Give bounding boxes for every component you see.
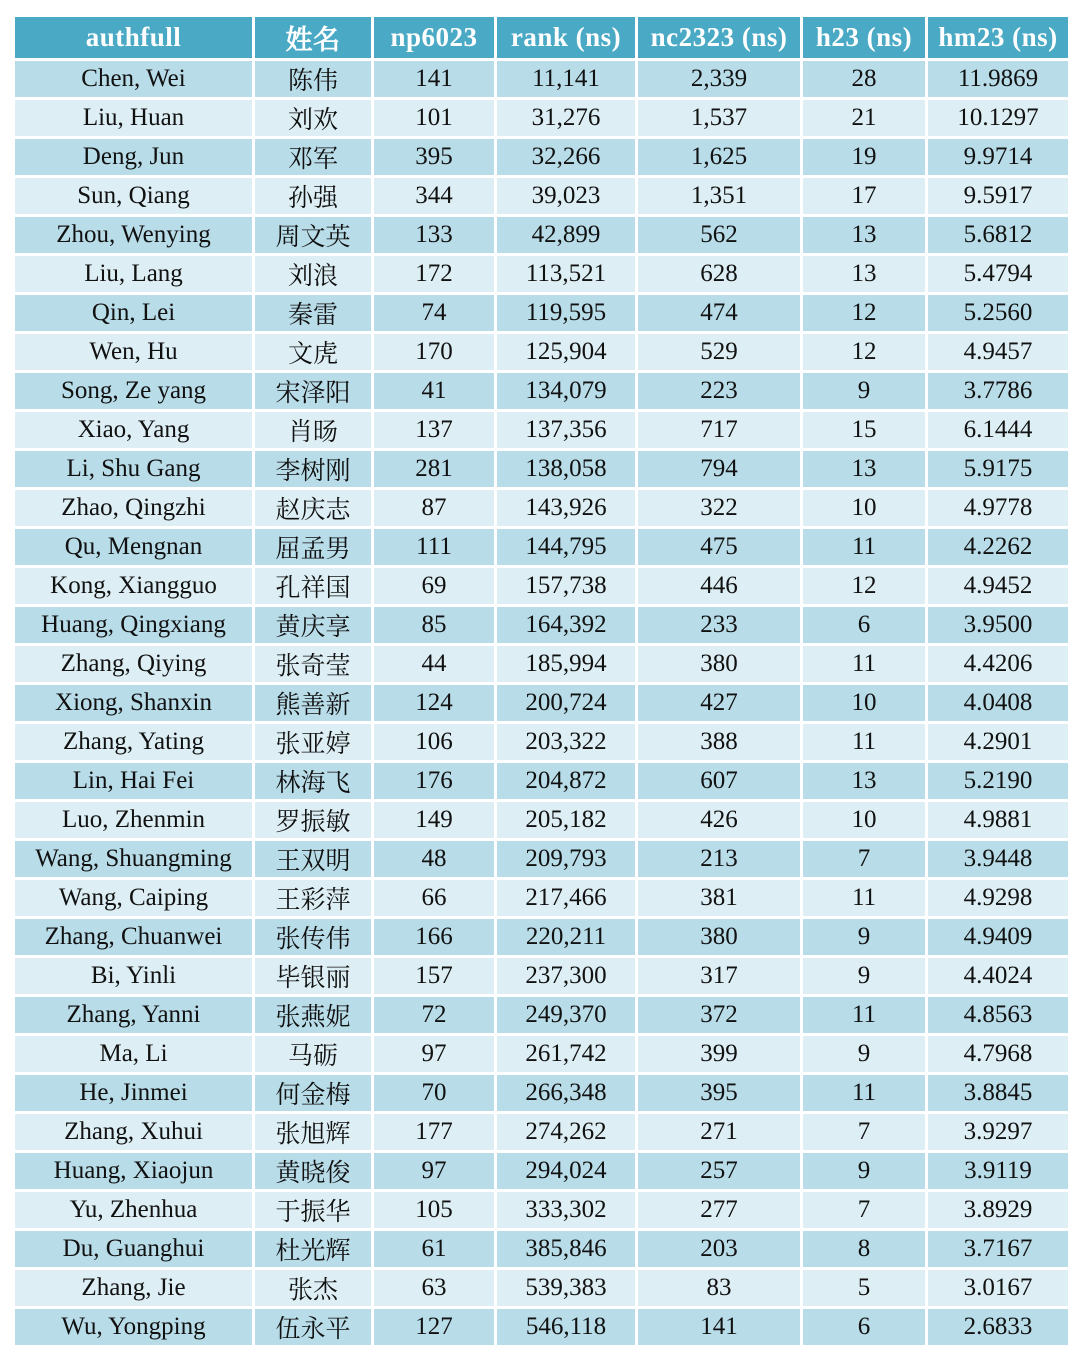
cell: Qin, Lei [14,294,254,333]
cell: 274,262 [496,1113,637,1152]
table-row [14,333,1070,372]
cell: 3.8929 [927,1191,1070,1230]
cell: 794 [637,450,802,489]
cell: 4.0408 [927,684,1070,723]
cell: 141 [637,1308,802,1347]
cell: 王双明 [254,840,373,879]
cell: 19 [802,138,927,177]
cell: 9 [802,1152,927,1191]
column-header: nc2323 (ns) [637,16,802,60]
cell: 137 [373,411,496,450]
cell: 13 [802,216,927,255]
cell: 1,351 [637,177,802,216]
cell: 12 [802,333,927,372]
cell: Zhang, Jie [14,1269,254,1308]
cell: Zhang, Yanni [14,996,254,1035]
cell: 6 [802,1308,927,1347]
cell: 105 [373,1191,496,1230]
cell: 399 [637,1035,802,1074]
cell: 385,846 [496,1230,637,1269]
table-header [14,16,1070,60]
column-header: rank (ns) [496,16,637,60]
cell: 10 [802,489,927,528]
cell: 3.0167 [927,1269,1070,1308]
cell: 邓军 [254,138,373,177]
table-row [14,957,1070,996]
table-row [14,177,1070,216]
cell: Zhang, Yating [14,723,254,762]
cell: 7 [802,840,927,879]
cell: 11 [802,528,927,567]
table-row [14,996,1070,1035]
column-header: 姓名 [254,16,373,60]
cell: 257 [637,1152,802,1191]
table-row [14,879,1070,918]
cell: 10.1297 [927,99,1070,138]
cell: 12 [802,567,927,606]
cell: 5.6812 [927,216,1070,255]
table-row [14,138,1070,177]
cell: 322 [637,489,802,528]
cell: 111 [373,528,496,567]
cell: 5.4794 [927,255,1070,294]
table-row [14,645,1070,684]
cell: 11 [802,645,927,684]
cell: 5.9175 [927,450,1070,489]
cell: 于振华 [254,1191,373,1230]
cell: 380 [637,645,802,684]
cell: Li, Shu Gang [14,450,254,489]
cell: 628 [637,255,802,294]
cell: Song, Ze yang [14,372,254,411]
cell: 48 [373,840,496,879]
cell: 4.9457 [927,333,1070,372]
table-body [14,60,1070,1347]
cell: 539,383 [496,1269,637,1308]
cell: 427 [637,684,802,723]
cell: 124 [373,684,496,723]
cell: Bi, Yinli [14,957,254,996]
cell: 11,141 [496,60,637,99]
table-row [14,684,1070,723]
cell: 32,266 [496,138,637,177]
table-row [14,450,1070,489]
cell: 42,899 [496,216,637,255]
cell: 4.7968 [927,1035,1070,1074]
cell: 446 [637,567,802,606]
header-row [14,16,1070,60]
cell: 9 [802,372,927,411]
cell: 5.2190 [927,762,1070,801]
cell: 11 [802,879,927,918]
cell: 1,625 [637,138,802,177]
cell: 106 [373,723,496,762]
table-row [14,372,1070,411]
cell: 张传伟 [254,918,373,957]
cell: 文虎 [254,333,373,372]
cell: 74 [373,294,496,333]
cell: Lin, Hai Fei [14,762,254,801]
cell: 185,994 [496,645,637,684]
cell: 426 [637,801,802,840]
table-row [14,1152,1070,1191]
cell: 4.4024 [927,957,1070,996]
cell: 261,742 [496,1035,637,1074]
cell: 372 [637,996,802,1035]
cell: 294,024 [496,1152,637,1191]
cell: 肖旸 [254,411,373,450]
cell: 4.9298 [927,879,1070,918]
cell: 13 [802,762,927,801]
cell: Huang, Qingxiang [14,606,254,645]
table-row [14,99,1070,138]
table-row [14,723,1070,762]
cell: 4.4206 [927,645,1070,684]
table-row [14,411,1070,450]
cell: 熊善新 [254,684,373,723]
cell: 11 [802,996,927,1035]
cell: 87 [373,489,496,528]
cell: 张奇莹 [254,645,373,684]
cell: Wen, Hu [14,333,254,372]
cell: 97 [373,1152,496,1191]
cell: Deng, Jun [14,138,254,177]
cell: 97 [373,1035,496,1074]
cell: 333,302 [496,1191,637,1230]
cell: 138,058 [496,450,637,489]
cell: 61 [373,1230,496,1269]
cell: Liu, Lang [14,255,254,294]
cell: 475 [637,528,802,567]
cell: 黄晓俊 [254,1152,373,1191]
cell: 164,392 [496,606,637,645]
cell: 69 [373,567,496,606]
table-row [14,1269,1070,1308]
cell: 5 [802,1269,927,1308]
cell: 395 [637,1074,802,1113]
cell: 44 [373,645,496,684]
column-header: hm23 (ns) [927,16,1070,60]
cell: Xiao, Yang [14,411,254,450]
cell: 176 [373,762,496,801]
table-row [14,606,1070,645]
table-row [14,60,1070,99]
cell: 170 [373,333,496,372]
cell: 474 [637,294,802,333]
cell: Du, Guanghui [14,1230,254,1269]
cell: 1,537 [637,99,802,138]
cell: 3.8845 [927,1074,1070,1113]
cell: 林海飞 [254,762,373,801]
cell: 28 [802,60,927,99]
cell: Yu, Zhenhua [14,1191,254,1230]
cell: 17 [802,177,927,216]
cell: 249,370 [496,996,637,1035]
table-row [14,1230,1070,1269]
cell: 39,023 [496,177,637,216]
cell: Zhao, Qingzhi [14,489,254,528]
cell: Huang, Xiaojun [14,1152,254,1191]
cell: 70 [373,1074,496,1113]
cell: 7 [802,1113,927,1152]
cell: 717 [637,411,802,450]
cell: 3.9297 [927,1113,1070,1152]
cell: 4.9452 [927,567,1070,606]
author-ranking-table [12,14,1071,1348]
cell: 张燕妮 [254,996,373,1035]
cell: 607 [637,762,802,801]
cell: 562 [637,216,802,255]
cell: 143,926 [496,489,637,528]
cell: 177 [373,1113,496,1152]
cell: 237,300 [496,957,637,996]
cell: 黄庆享 [254,606,373,645]
cell: 233 [637,606,802,645]
cell: 141 [373,60,496,99]
cell: Zhou, Wenying [14,216,254,255]
cell: 344 [373,177,496,216]
cell: 266,348 [496,1074,637,1113]
cell: 157,738 [496,567,637,606]
table-row [14,762,1070,801]
cell: 7 [802,1191,927,1230]
cell: 4.2262 [927,528,1070,567]
cell: 149 [373,801,496,840]
cell: 200,724 [496,684,637,723]
cell: 9.5917 [927,177,1070,216]
cell: 546,118 [496,1308,637,1347]
cell: 41 [373,372,496,411]
cell: 83 [637,1269,802,1308]
cell: 周文英 [254,216,373,255]
cell: 杜光辉 [254,1230,373,1269]
cell: 144,795 [496,528,637,567]
cell: 119,595 [496,294,637,333]
cell: Xiong, Shanxin [14,684,254,723]
cell: 12 [802,294,927,333]
table-row [14,1191,1070,1230]
table-row [14,567,1070,606]
cell: 4.9778 [927,489,1070,528]
table-row [14,1074,1070,1113]
cell: Wang, Shuangming [14,840,254,879]
cell: 伍永平 [254,1308,373,1347]
cell: 3.9119 [927,1152,1070,1191]
table-row [14,528,1070,567]
cell: 6 [802,606,927,645]
cell: 166 [373,918,496,957]
cell: 31,276 [496,99,637,138]
cell: Zhang, Xuhui [14,1113,254,1152]
cell: 11 [802,723,927,762]
cell: 213 [637,840,802,879]
cell: 13 [802,450,927,489]
cell: Ma, Li [14,1035,254,1074]
cell: 4.9409 [927,918,1070,957]
cell: 2,339 [637,60,802,99]
cell: 85 [373,606,496,645]
table-row [14,1035,1070,1074]
cell: 9.9714 [927,138,1070,177]
cell: 6.1444 [927,411,1070,450]
cell: 13 [802,255,927,294]
cell: 134,079 [496,372,637,411]
cell: 223 [637,372,802,411]
table-row [14,255,1070,294]
cell: 11 [802,1074,927,1113]
table-row [14,294,1070,333]
table-row [14,1308,1070,1347]
cell: 4.9881 [927,801,1070,840]
cell: 203,322 [496,723,637,762]
cell: 张旭辉 [254,1113,373,1152]
cell: 4.8563 [927,996,1070,1035]
cell: 157 [373,957,496,996]
cell: 刘欢 [254,99,373,138]
cell: 罗振敏 [254,801,373,840]
cell: 63 [373,1269,496,1308]
cell: 3.7786 [927,372,1070,411]
cell: 66 [373,879,496,918]
cell: 宋泽阳 [254,372,373,411]
cell: Wu, Yongping [14,1308,254,1347]
cell: 217,466 [496,879,637,918]
cell: 529 [637,333,802,372]
cell: 孙强 [254,177,373,216]
cell: 5.2560 [927,294,1070,333]
cell: 马砺 [254,1035,373,1074]
cell: 380 [637,918,802,957]
cell: Wang, Caiping [14,879,254,918]
cell: 2.6833 [927,1308,1070,1347]
cell: 72 [373,996,496,1035]
cell: Luo, Zhenmin [14,801,254,840]
cell: 317 [637,957,802,996]
cell: Qu, Mengnan [14,528,254,567]
cell: 9 [802,1035,927,1074]
cell: Kong, Xiangguo [14,567,254,606]
cell: He, Jinmei [14,1074,254,1113]
cell: 209,793 [496,840,637,879]
cell: 4.2901 [927,723,1070,762]
cell: 172 [373,255,496,294]
cell: 21 [802,99,927,138]
cell: 395 [373,138,496,177]
cell: 孔祥国 [254,567,373,606]
cell: 204,872 [496,762,637,801]
cell: 113,521 [496,255,637,294]
cell: 10 [802,684,927,723]
cell: 9 [802,918,927,957]
column-header: authfull [14,16,254,60]
cell: 陈伟 [254,60,373,99]
cell: 220,211 [496,918,637,957]
table-row [14,801,1070,840]
cell: 何金梅 [254,1074,373,1113]
table-row [14,216,1070,255]
table-row [14,840,1070,879]
cell: 10 [802,801,927,840]
cell: 127 [373,1308,496,1347]
cell: 101 [373,99,496,138]
cell: 毕银丽 [254,957,373,996]
cell: 11.9869 [927,60,1070,99]
cell: 205,182 [496,801,637,840]
column-header: np6023 [373,16,496,60]
cell: 203 [637,1230,802,1269]
cell: 15 [802,411,927,450]
cell: 3.7167 [927,1230,1070,1269]
cell: 125,904 [496,333,637,372]
cell: Zhang, Chuanwei [14,918,254,957]
cell: 3.9448 [927,840,1070,879]
cell: 137,356 [496,411,637,450]
cell: Sun, Qiang [14,177,254,216]
cell: Chen, Wei [14,60,254,99]
cell: 9 [802,957,927,996]
column-header: h23 (ns) [802,16,927,60]
cell: 8 [802,1230,927,1269]
cell: 屈孟男 [254,528,373,567]
table-row [14,918,1070,957]
cell: 李树刚 [254,450,373,489]
cell: 张亚婷 [254,723,373,762]
cell: 277 [637,1191,802,1230]
cell: 381 [637,879,802,918]
cell: 赵庆志 [254,489,373,528]
cell: 张杰 [254,1269,373,1308]
cell: 388 [637,723,802,762]
table-row [14,489,1070,528]
cell: Liu, Huan [14,99,254,138]
cell: 王彩萍 [254,879,373,918]
cell: 3.9500 [927,606,1070,645]
cell: Zhang, Qiying [14,645,254,684]
cell: 271 [637,1113,802,1152]
cell: 281 [373,450,496,489]
cell: 秦雷 [254,294,373,333]
table-row [14,1113,1070,1152]
cell: 133 [373,216,496,255]
cell: 刘浪 [254,255,373,294]
